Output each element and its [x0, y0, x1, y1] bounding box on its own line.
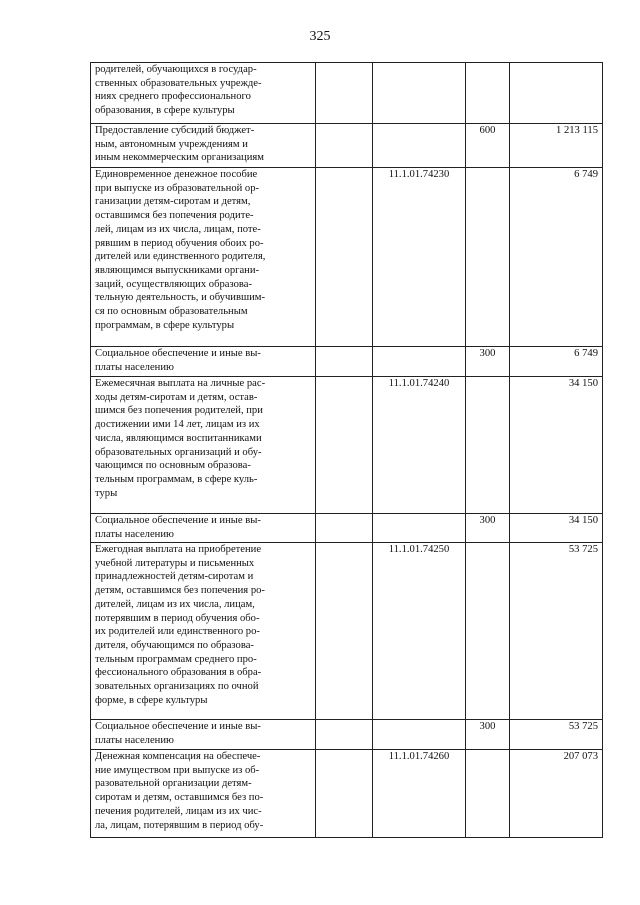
row-code	[373, 514, 466, 543]
row-expense-type	[466, 63, 510, 124]
row-amount: 34 150	[510, 514, 603, 543]
row-expense-type	[466, 750, 510, 838]
row-name: Предоставление субсидий бюджет- ным, автономным учреждениям и иным некоммерческим организациям	[91, 124, 316, 168]
row-code: 11.1.01.74250	[373, 543, 466, 720]
row-expense-type: 300	[466, 347, 510, 377]
row-amount: 207 073	[510, 750, 603, 838]
row-code	[373, 720, 466, 750]
row-expense-type: 600	[466, 124, 510, 168]
row-code	[373, 63, 466, 124]
empty-cell	[316, 543, 373, 720]
row-name: Социальное обеспечение и иные вы- платы населению	[91, 720, 316, 750]
empty-cell	[316, 377, 373, 514]
empty-cell	[316, 168, 373, 347]
row-amount: 6 749	[510, 168, 603, 347]
empty-cell	[316, 720, 373, 750]
row-code	[373, 124, 466, 168]
page-number: 325	[309, 29, 331, 44]
row-amount: 34 150	[510, 377, 603, 514]
table-row	[91, 514, 603, 543]
row-name: Ежегодная выплата на приобретение учебной литературы и письменных принадлежностей детям-сиротам и детям, оставшимся без попечения ро- дителей, лицам из их числа, лицам, потерявшим в период обучения обо- их родителей или единственного ро- дителя, обучающимся по образова- тельным программам среднего про- фессионального образования в обра- зовательных организациях по очной форме, в сфере культуры	[91, 543, 316, 720]
row-expense-type: 300	[466, 720, 510, 750]
row-code	[373, 347, 466, 377]
empty-cell	[316, 347, 373, 377]
table-row	[91, 543, 603, 720]
row-name: Единовременное денежное пособие при выпуске из образовательной ор- ганизации детям-сиротам и детям, оставшимся без попечения родите- лей, лицам из их числа, лицам, поте- рявшим в период обучения обоих ро- дителей или единственного родителя, являющимся выпускниками органи- заций, осуществляющих образова- тельную деятельность, и обучившим- ся по основным образовательным программам, в сфере культуры	[91, 168, 316, 347]
row-code: 11.1.01.74230	[373, 168, 466, 347]
row-amount: 53 725	[510, 543, 603, 720]
row-expense-type	[466, 168, 510, 347]
row-expense-type	[466, 377, 510, 514]
row-name: Денежная компенсация на обеспече- ние имуществом при выпуске из об- разовательной организации детям- сиротам и детям, оставшимся без по- печения родителей, лицам из их чис- ла, лицам, потерявшим в период обу-	[91, 750, 316, 838]
row-name: Социальное обеспечение и иные вы- платы населению	[91, 514, 316, 543]
row-expense-type	[466, 543, 510, 720]
table-row	[91, 168, 603, 347]
row-name: Ежемесячная выплата на личные рас- ходы детям-сиротам и детям, остав- шимся без попечения родителей, при достижении ими 14 лет, лицам из их числа, являющимся воспитанниками образовательных организаций и обу- чающимся по основным образова- тельным программам, в сфере куль- туры	[91, 377, 316, 514]
row-name: родителей, обучающихся в государ- ственных образовательных учрежде- ниях среднего профессионального образования, в сфере культуры	[91, 63, 316, 124]
row-name: Социальное обеспечение и иные вы- платы населению	[91, 347, 316, 377]
empty-cell	[316, 63, 373, 124]
row-code: 11.1.01.74240	[373, 377, 466, 514]
empty-cell	[316, 124, 373, 168]
empty-cell	[316, 514, 373, 543]
table-row	[91, 720, 603, 750]
table-row	[91, 124, 603, 168]
table-row	[91, 347, 603, 377]
budget-table	[90, 62, 603, 838]
table-row	[91, 63, 603, 124]
row-code: 11.1.01.74260	[373, 750, 466, 838]
row-amount	[510, 63, 603, 124]
table-row	[91, 750, 603, 838]
row-amount: 1 213 115	[510, 124, 603, 168]
table-row	[91, 377, 603, 514]
row-amount: 53 725	[510, 720, 603, 750]
row-amount: 6 749	[510, 347, 603, 377]
row-expense-type: 300	[466, 514, 510, 543]
empty-cell	[316, 750, 373, 838]
